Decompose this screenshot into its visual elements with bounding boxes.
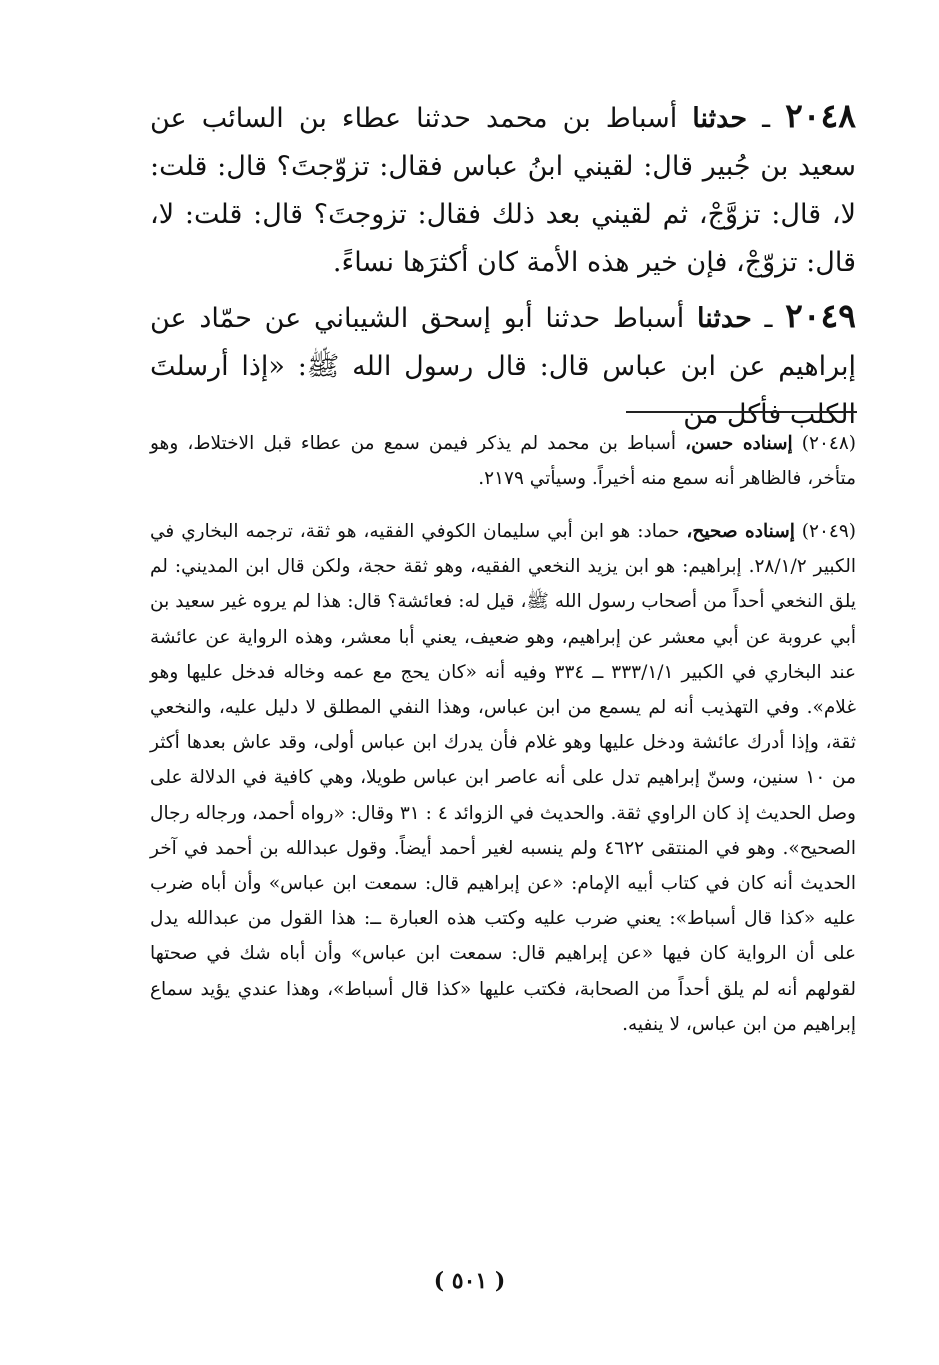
hadith-2048	[150, 92, 856, 287]
footnote-text: حماد: هو ابن أبي سليمان الكوفي الفقيه، هو ثقة، ترجمه البخاري في الكبير ٢٨/١/٢. إبراهيم: هو ابن يزيد النخعي الفقيه، وهو ثقة حجة، ولكن قال ابن المديني: لم يلق النخعي أحداً من أصحاب رسول الله ﷺ، قيل له: فعائشة؟ قال: هذا لم يروه غير سعيد بن أبي عروبة عن أبي معشر عن إبراهيم، وهو ضعيف، يعني أبا معشر، وهذه الرواية عن عائشة عند البخاري في الكبير ٣٣٣/١/١ ــ ٣٣٤ وفيه أنه «كان يحج مع عمه وخاله فدخل عليها وهو غلام». وفي التهذيب أنه لم يسمع من ابن عباس، وهذا النفي المطلق لا دليل عليه، والنخعي ثقة، وإذا أدرك عائشة ودخل عليها وهو غلام فأن يدرك ابن عباس أولى، وقد عاش بعدها أكثر من ١٠ سنين، وسنّ إبراهيم تدل على أنه عاصر ابن عباس طويلا، وهي كافية في الدلالة على وصل الحديث إذ كان الراوي ثقة. والحديث في الزوائد ٤ : ٣١ وقال: «رواه أحمد، ورجاله رجال الصحيح». وهو في المنتقى ٤٦٢٢ ولم ينسبه لغير أحمد أيضاً. وقول عبدالله بن أحمد في آخر الحديث أنه كان في كتاب أبيه الإمام: «عن إبراهيم قال: سمعت ابن عباس» وأن أباه ضرب عليه «كذا قال أسباط»: يعني ضرب عليه وكتب هذه العبارة ــ: هذا القول من عبدالله يدل على أن الرواية كان فيها «عن إبراهيم قال: سمعت ابن عباس» وأن أباه شك في صحتها لقولهم أنه لم يلق أحداً من الصحابة، فكتب عليها «كذا قال أسباط»، وهذا عندي يؤيد سماع إبراهيم من ابن عباس، لا ينفيه.	[150, 521, 857, 1035]
hadith-dash: ـ	[751, 303, 773, 334]
hadith-dash: ـ	[747, 103, 771, 134]
footnote-verdict: إسناده صحيح،	[686, 521, 795, 542]
hadith-2049	[150, 292, 856, 439]
hadith-opening: حدثنا	[697, 303, 752, 334]
footnote-number: (٢٠٤٩)	[801, 521, 856, 542]
footnote-number: (٢٠٤٨)	[801, 433, 856, 454]
page-number: ( ٥٠١ )	[433, 1268, 506, 1294]
footnote-text: أسباط بن محمد لم يذكر فيمن سمع من عطاء قبل الاختلاط، وهو متأخر، فالظاهر أنه سمع منه أخيراً. وسيأتي ٢١٧٩.	[150, 433, 856, 490]
footnote-2049	[150, 514, 856, 1042]
hadith-opening: حدثنا	[692, 103, 748, 134]
footnote-verdict: إسناده حسن،	[685, 433, 793, 454]
footnote-divider	[626, 411, 857, 413]
hadith-number: ٢٠٤٨	[785, 96, 856, 135]
hadith-text: أسباط حدثنا أبو إسحق الشيباني عن حمّاد عن إبراهيم عن ابن عباس قال: قال رسول الله ﷺ: «إذا أرسلتَ الكلب فأكل من	[150, 303, 856, 430]
footnote-2048	[150, 426, 856, 496]
hadith-text: أسباط بن محمد حدثنا عطاء بن السائب عن سعيد بن جُبير قال: لقيني ابنُ عباس فقال: تزوّجتَ؟ قال: قلت: لا، قال: تزوَّجْ، ثم لقيني بعد ذلك فقال: تزوجتَ؟ قال: قلت: لا، قال: تزوّجْ، فإن خير هذه الأمة كان أكثرَها نساءً.	[150, 103, 856, 278]
hadith-number: ٢٠٤٩	[785, 296, 856, 335]
